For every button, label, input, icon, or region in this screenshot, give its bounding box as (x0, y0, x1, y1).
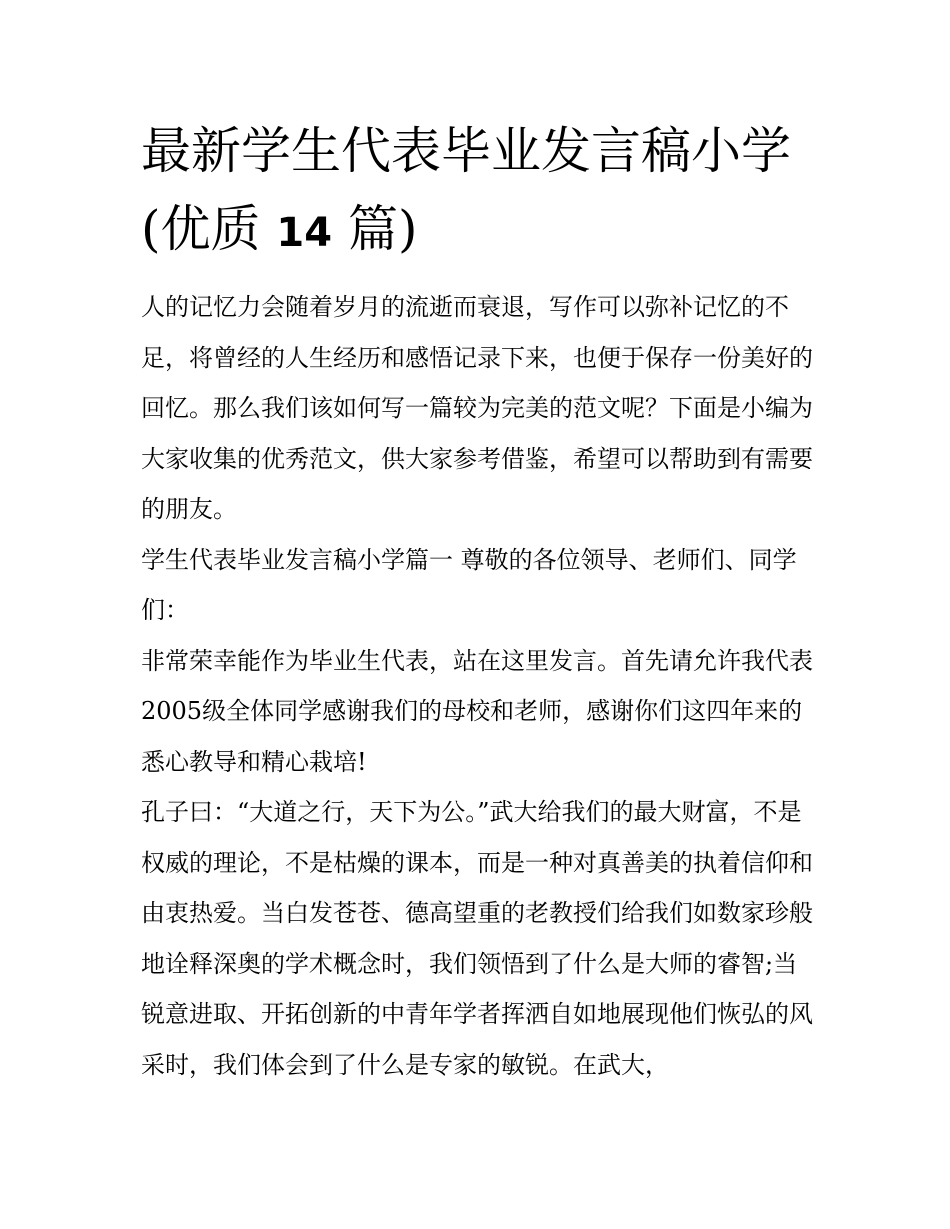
title-text: 最新学生代表毕业发言稿小学 (141, 122, 791, 180)
paragraph-intro: 人的记忆力会随着岁月的流逝而衰退，写作可以弥补记忆的不足，将曾经的人生经历和感悟记录下来，也便于保存一份美好的回忆。那么我们该如何写一篇较为完美的范文呢？下面是小编为大家收集的优秀范文，供大家参考借鉴，希望可以帮助到有需要的朋友。 (141, 293, 813, 523)
title-text-3: 篇) (348, 200, 418, 258)
paragraph-opening: 非常荣幸能作为毕业生代表，站在这里发言。首先请允许我代表2005级全体同学感谢我们的母校和老师，感谢你们这四年来的悉心教导和精心栽培! (141, 646, 813, 776)
document-title (141, 112, 831, 272)
document-body (141, 282, 816, 1090)
title-count: 14 (276, 210, 333, 256)
paragraph-heading: 学生代表毕业发言稿小学篇一 尊敬的各位领导、老师们、同学们： (141, 545, 797, 624)
title-text-2: (优质 (141, 200, 261, 258)
paragraph-confucius: 孔子曰：“大道之行，天下为公。”武大给我们的最大财富，不是权威的理论，不是枯燥的课本，而是一种对真善美的执着信仰和由衷热爱。当白发苍苍、德高望重的老教授们给我们如数家珍般地诠释深奥的学术概念时，我们领悟到了什么是大师的睿智;当锐意进取、开拓创新的中青年学者挥洒自如地展现他们恢弘的风采时，我们体会到了什么是专家的敏锐。在武大， (141, 798, 813, 1079)
